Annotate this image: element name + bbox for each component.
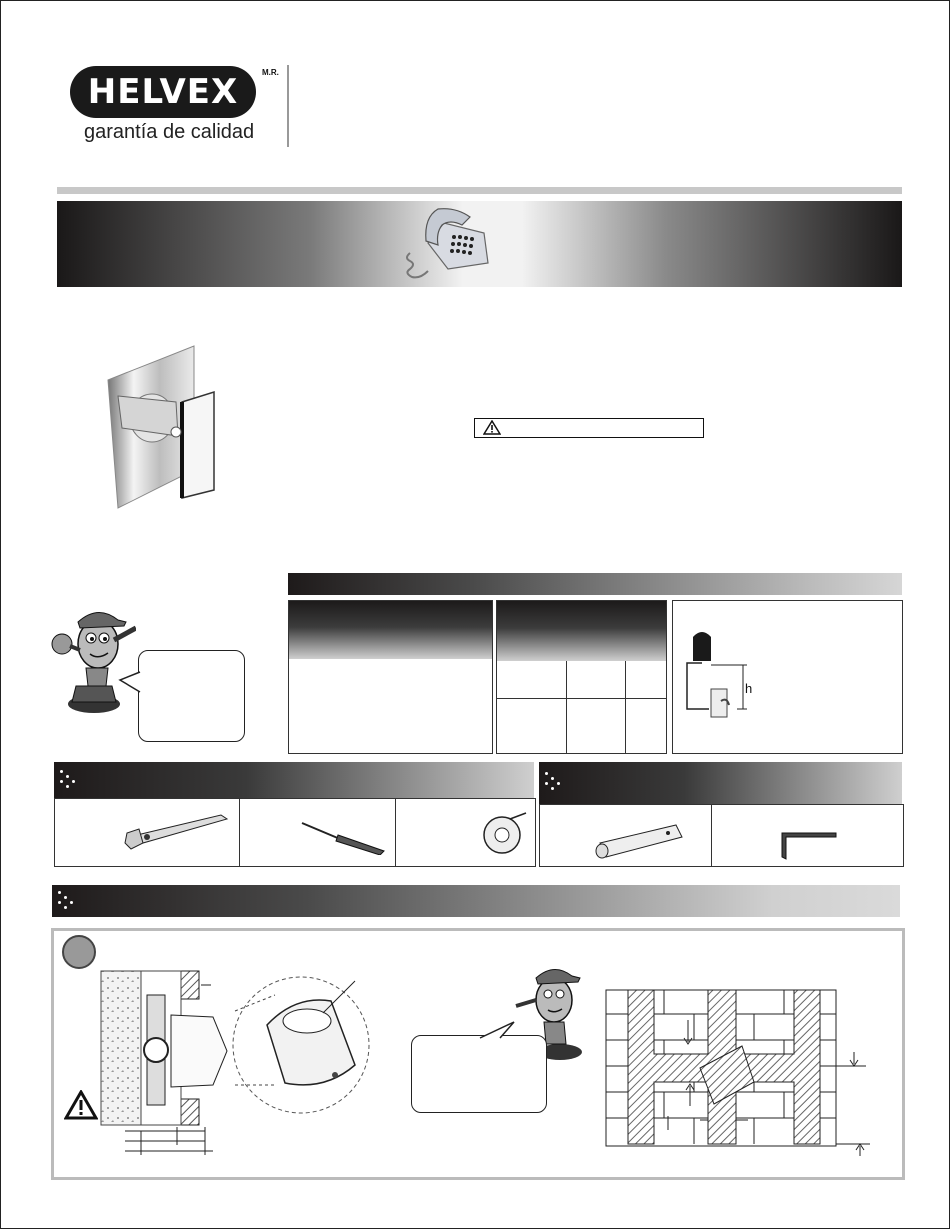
tool-cell-wrench bbox=[55, 799, 240, 866]
tool-cell-allen bbox=[712, 805, 902, 866]
socket-wrench-icon bbox=[590, 821, 690, 861]
specs-section-bar bbox=[288, 573, 902, 595]
step-number-badge bbox=[62, 935, 96, 969]
warning-box bbox=[474, 418, 704, 438]
special-tools-section-bar bbox=[539, 762, 902, 804]
spec-box-2 bbox=[496, 600, 667, 754]
brand-logo bbox=[70, 66, 256, 118]
mascot bbox=[46, 600, 136, 720]
special-tools-row bbox=[539, 804, 904, 867]
spec-box-2-header bbox=[497, 601, 666, 661]
header-separator bbox=[287, 65, 289, 147]
brick-wall-diagram bbox=[604, 988, 884, 1158]
header-rule bbox=[57, 187, 902, 194]
brand-mark: M.R. bbox=[262, 68, 279, 77]
table-row-divider bbox=[497, 698, 666, 699]
brand-tagline: garantía de calidad bbox=[84, 121, 255, 143]
speech-bubble bbox=[411, 1035, 547, 1113]
allen-key-icon bbox=[776, 827, 840, 861]
bullet-icon bbox=[60, 770, 76, 790]
wrench-icon bbox=[123, 809, 235, 853]
bullet-icon bbox=[545, 772, 561, 792]
tool-cell-tape bbox=[396, 799, 535, 866]
speech-bubble-tail bbox=[118, 670, 144, 696]
speech-bubble bbox=[138, 650, 245, 742]
speech-bubble-tail bbox=[478, 1020, 518, 1040]
tool-cell-socket bbox=[540, 805, 712, 866]
installation-cross-section bbox=[95, 955, 385, 1160]
bullet-icon bbox=[58, 891, 74, 911]
installation-section-bar bbox=[52, 885, 900, 917]
spec-box-1-header bbox=[289, 601, 492, 659]
warning-icon bbox=[483, 420, 501, 435]
height-diagram bbox=[681, 625, 781, 725]
tools-row bbox=[54, 798, 536, 867]
spec-box-1 bbox=[288, 600, 493, 754]
faucet-product bbox=[100, 340, 220, 515]
screwdriver-icon bbox=[300, 821, 390, 855]
height-diagram-box bbox=[672, 600, 903, 754]
teflon-tape-icon bbox=[480, 809, 530, 857]
height-label: h bbox=[745, 681, 753, 696]
telephone-icon bbox=[398, 203, 498, 285]
table-col-divider bbox=[566, 661, 567, 753]
tool-cell-screwdriver bbox=[240, 799, 396, 866]
warning-icon bbox=[64, 1090, 98, 1120]
brand-name: HELVEX bbox=[87, 72, 239, 112]
tools-section-bar bbox=[54, 762, 534, 798]
table-col-divider bbox=[625, 661, 626, 753]
